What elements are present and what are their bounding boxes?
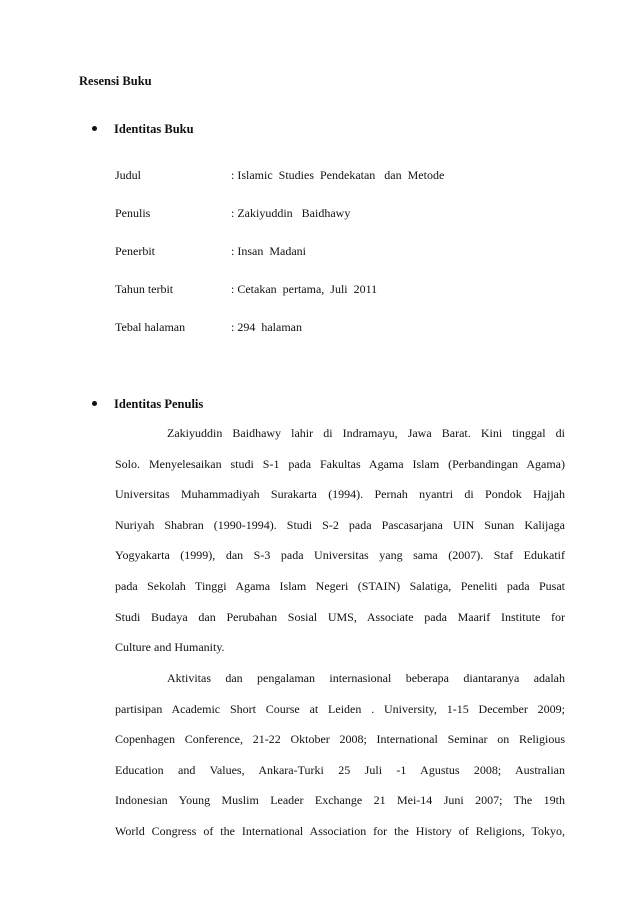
info-key: Tahun terbit bbox=[115, 282, 174, 296]
paragraph-line: Universitas Muhammadiyah Surakarta (1994). Pernah nyantri di Pondok Hajjah bbox=[115, 487, 565, 502]
paragraph-line: Culture and Humanity. bbox=[115, 640, 225, 655]
info-row-judul bbox=[115, 168, 444, 183]
paragraph-line: Aktivitas dan pengalaman internasional beberapa diantaranya adalah bbox=[167, 671, 565, 685]
paragraph-line: Indonesian Young Muslim Leader Exchange 21 Mei-14 Juni 2007; The 19th bbox=[115, 793, 565, 808]
paragraph-line: Zakiyuddin Baidhawy lahir di Indramayu, Jawa Barat. Kini tinggal di bbox=[167, 426, 565, 440]
info-value: : Zakiyuddin Baidhawy bbox=[231, 206, 351, 220]
bullet-icon bbox=[92, 126, 97, 131]
paragraph-line: Solo. Menyelesaikan studi S-1 pada Fakultas Agama Islam (Perbandingan Agama) bbox=[115, 456, 565, 471]
info-key: Judul bbox=[115, 168, 142, 182]
info-key: Penerbit bbox=[115, 244, 155, 258]
paragraph-line: pada Sekolah Tinggi Agama Islam Negeri (STAIN) Salatiga, Peneliti pada Pusat bbox=[115, 578, 565, 593]
section-heading-label: Identitas Penulis bbox=[114, 397, 204, 411]
info-key: Penulis bbox=[115, 206, 151, 220]
paragraph-biography bbox=[115, 418, 565, 663]
info-key: Tebal halaman bbox=[115, 320, 186, 334]
paragraph-line: Studi Budaya dan Perubahan Sosial UMS, Associate pada Maarif Institute for bbox=[115, 609, 565, 624]
info-value: : Insan Madani bbox=[231, 244, 306, 258]
paragraph-activities bbox=[115, 663, 565, 847]
info-value: : 294 halaman bbox=[231, 320, 302, 334]
info-row-tahun-terbit bbox=[115, 282, 377, 297]
section-heading-label: Identitas Buku bbox=[114, 122, 194, 136]
paragraph-line: Education and Values, Ankara-Turki 25 Juli -1 Agustus 2008; Australian bbox=[115, 762, 565, 777]
paragraph-line: World Congress of the International Association for the History of Religions, Tokyo, bbox=[115, 823, 565, 838]
info-row-tebal-halaman bbox=[115, 320, 302, 335]
paragraph-line: Yogyakarta (1999), dan S-3 pada Universitas yang sama (2007). Staf Edukatif bbox=[115, 548, 565, 563]
paragraph-line: partisipan Academic Short Course at Leiden . University, 1-15 December 2009; bbox=[115, 701, 565, 716]
paragraph-line: Nuriyah Shabran (1990-1994). Studi S-2 pada Pascasarjana UIN Sunan Kalijaga bbox=[115, 517, 565, 532]
info-row-penerbit bbox=[115, 244, 306, 259]
document-title: Resensi Buku bbox=[79, 74, 152, 88]
paragraph-line: Copenhagen Conference, 21-22 Oktober 2008; International Seminar on Religious bbox=[115, 732, 565, 747]
info-value: : Cetakan pertama, Juli 2011 bbox=[231, 282, 378, 296]
section-identitas-penulis-heading bbox=[92, 397, 203, 412]
bullet-icon bbox=[92, 401, 97, 406]
section-identitas-buku-heading bbox=[92, 122, 194, 137]
info-row-penulis bbox=[115, 206, 350, 221]
info-value: : Islamic Studies Pendekatan dan Metode bbox=[231, 168, 445, 182]
